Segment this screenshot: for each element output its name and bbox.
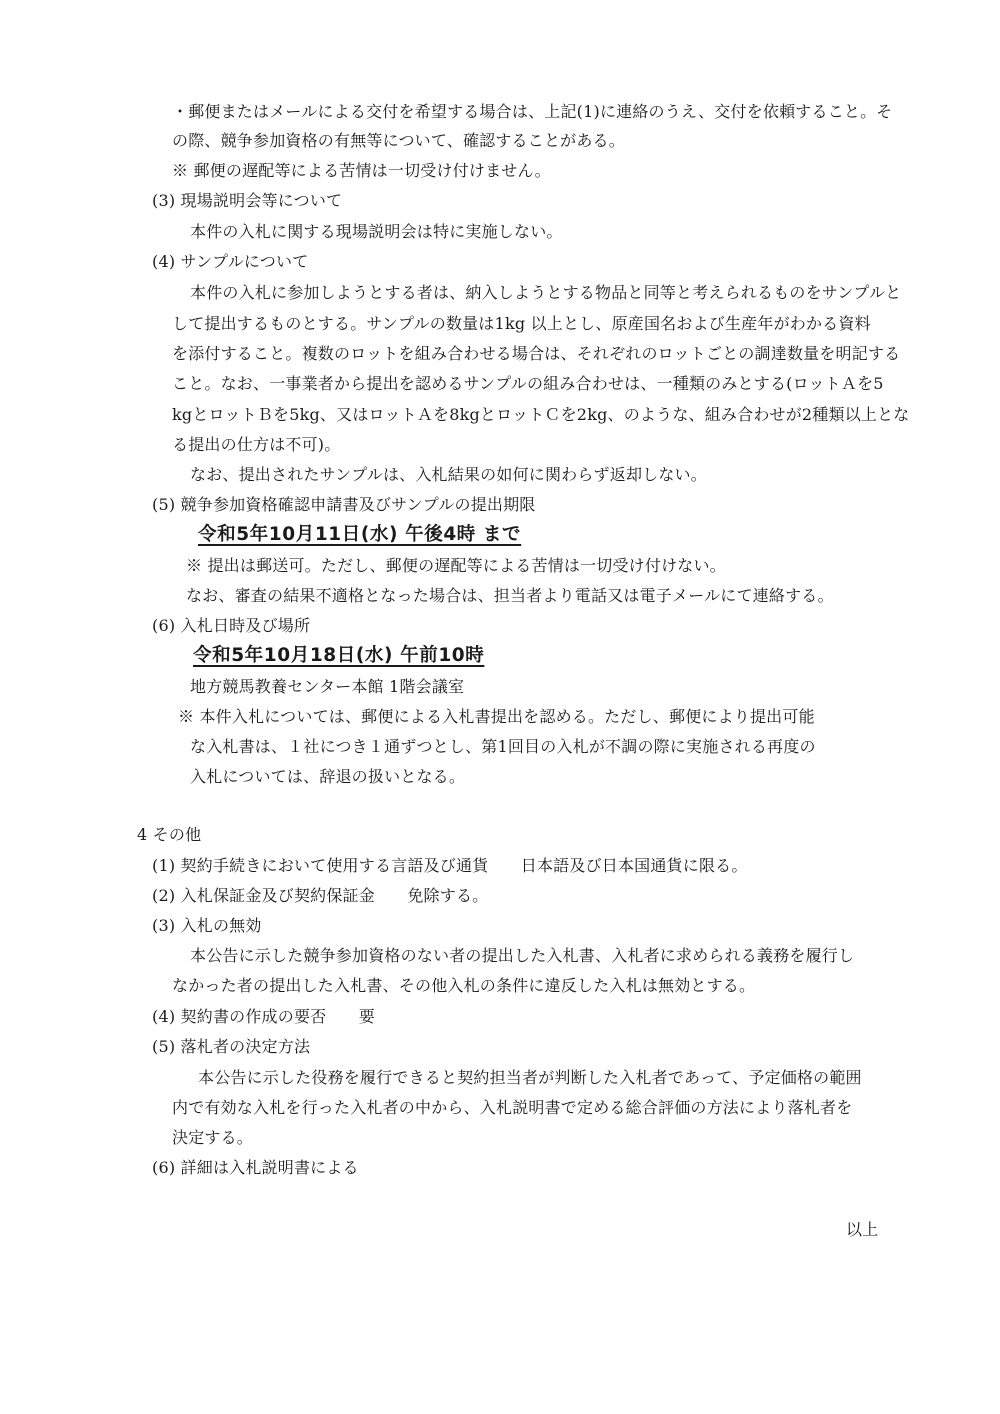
- bid-mail-note-line: 入札については、辞退の扱いとなる。: [190, 767, 466, 786]
- closing-mark: 以上: [846, 1220, 879, 1239]
- sample-line: る提出の仕方は不可)。: [172, 435, 341, 454]
- item-3-body: 本件の入札に関する現場説明会は特に実施しない。: [190, 222, 563, 241]
- item-3-heading: (3) 現場説明会等について: [152, 191, 343, 210]
- sample-line: こと。なお、一事業者から提出を認めるサンプルの組み合わせは、一種類のみとする(ロットＡを5: [172, 374, 884, 393]
- award-method-line: 内で有効な入札を行った入札者の中から、入札説明書で定める総合評価の方法により落札者を: [172, 1098, 853, 1117]
- bid-datetime: 令和5年10月18日(水) 午前10時: [193, 645, 485, 666]
- delivery-line-1: ・郵便またはメールによる交付を希望する場合は、上記(1)に連絡のうえ、交付を依頼すること。そ: [172, 102, 893, 121]
- section-4-heading: 4 その他: [137, 825, 202, 844]
- bid-place: 地方競馬教養センター本館 1階会議室: [190, 677, 465, 696]
- sample-line: 本件の入札に参加しようとする者は、納入しようとする物品と同等と考えられるものをサンプルと: [190, 283, 902, 302]
- sample-return-note: なお、提出されたサンプルは、入札結果の如何に関わらず返却しない。: [190, 465, 707, 484]
- section-4-item-3-heading: (3) 入札の無効: [152, 916, 262, 935]
- submission-deadline: 令和5年10月11日(水) 午後4時 まで: [198, 524, 522, 545]
- section-4-item-4: (4) 契約書の作成の要否 要: [152, 1007, 375, 1026]
- section-4-item-1: (1) 契約手続きにおいて使用する言語及び通貨 日本語及び日本国通貨に限る。: [152, 856, 748, 875]
- disqualification-note: なお、審査の結果不適格となった場合は、担当者より電話又は電子メールにて連絡する。: [186, 586, 834, 605]
- section-4-item-2: (2) 入札保証金及び契約保証金 免除する。: [152, 886, 489, 905]
- sample-line: kgとロットＢを5kg、又はロットＡを8kgとロットＣを2kg、のような、組み合わせが2種類以上とな: [172, 405, 910, 424]
- mail-delay-note: ※ 郵便の遅配等による苦情は一切受け付けません。: [172, 161, 551, 180]
- sample-line: して提出するものとする。サンプルの数量は1kg 以上とし、原産国名および生産年がわかる資料: [172, 314, 871, 333]
- section-4-item-5-heading: (5) 落札者の決定方法: [152, 1037, 311, 1056]
- bid-mail-note-line: な入札書は、１社につき１通ずつとし、第1回目の入札が不調の際に実施される再度の: [190, 737, 816, 756]
- invalid-bid-line: 本公告に示した競争参加資格のない者の提出した入札書、入札者に求められる義務を履行し: [190, 946, 855, 965]
- item-6-heading: (6) 入札日時及び場所: [152, 616, 311, 635]
- section-4-item-6: (6) 詳細は入札説明書による: [152, 1158, 359, 1177]
- submission-mail-note: ※ 提出は郵送可。ただし、郵便の遅配等による苦情は一切受け付けない。: [186, 556, 726, 575]
- bid-mail-note-line: ※ 本件入札については、郵便による入札書提出を認める。ただし、郵便により提出可能: [178, 707, 815, 726]
- item-4-heading: (4) サンプルについて: [152, 252, 309, 271]
- award-method-line: 決定する。: [172, 1128, 254, 1147]
- invalid-bid-line: なかった者の提出した入札書、その他入札の条件に違反した入札は無効とする。: [172, 976, 756, 995]
- award-method-line: 本公告に示した役務を履行できると契約担当者が判断した入札者であって、予定価格の範囲: [198, 1068, 862, 1087]
- delivery-line-2: の際、競争参加資格の有無等について、確認することがある。: [172, 131, 625, 150]
- sample-line: を添付すること。複数のロットを組み合わせる場合は、それぞれのロットごとの調達数量を明記する: [172, 344, 901, 363]
- item-5-heading: (5) 競争参加資格確認申請書及びサンプルの提出期限: [152, 495, 536, 514]
